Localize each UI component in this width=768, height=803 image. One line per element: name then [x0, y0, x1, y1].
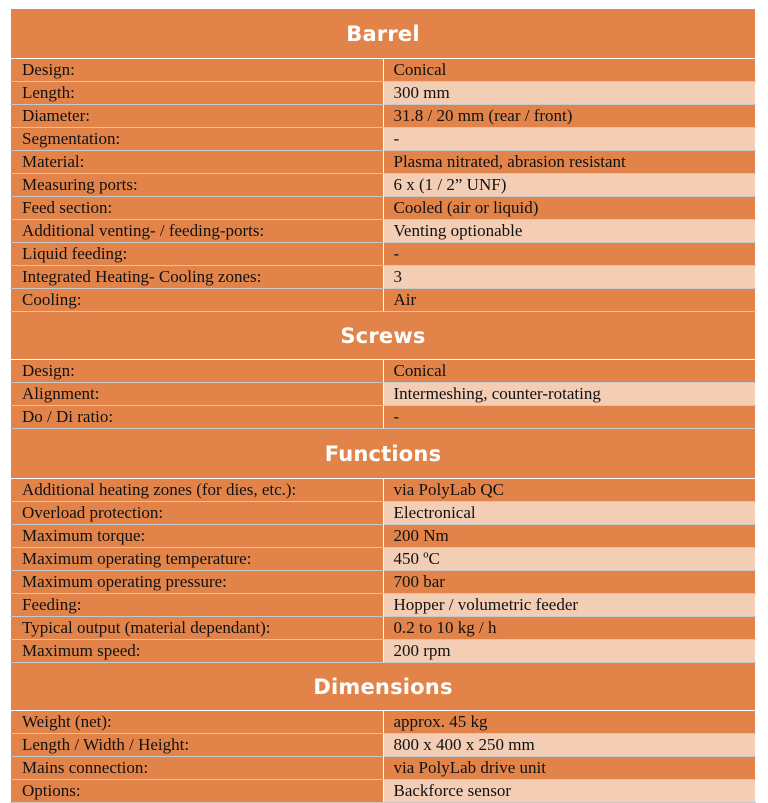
spec-value: Plasma nitrated, abrasion resistant	[383, 151, 756, 174]
spec-row	[11, 617, 756, 640]
spec-value: Air	[383, 289, 756, 312]
section-header	[11, 663, 756, 711]
spec-value: Intermeshing, counter-rotating	[383, 383, 756, 406]
spec-value: 3	[383, 266, 756, 289]
spec-label: Design:	[11, 360, 384, 383]
spec-table-body	[11, 9, 756, 803]
section-title: Functions	[11, 429, 756, 479]
spec-label: Cooling:	[11, 289, 384, 312]
spec-row	[11, 780, 756, 803]
spec-label: Additional heating zones (for dies, etc.):	[11, 479, 384, 502]
spec-label: Maximum torque:	[11, 525, 384, 548]
spec-label: Do / Di ratio:	[11, 406, 384, 429]
spec-value: 0.2 to 10 kg / h	[383, 617, 756, 640]
spec-value: 300 mm	[383, 82, 756, 105]
spec-table	[10, 8, 756, 803]
section-title: Barrel	[11, 9, 756, 59]
spec-value: Conical	[383, 360, 756, 383]
spec-value: 800 x 400 x 250 mm	[383, 734, 756, 757]
spec-row	[11, 594, 756, 617]
spec-row	[11, 105, 756, 128]
spec-label: Feeding:	[11, 594, 384, 617]
spec-label: Overload protection:	[11, 502, 384, 525]
spec-value: 700 bar	[383, 571, 756, 594]
spec-row	[11, 128, 756, 151]
spec-label: Mains connection:	[11, 757, 384, 780]
spec-label: Length / Width / Height:	[11, 734, 384, 757]
spec-value: 200 Nm	[383, 525, 756, 548]
spec-value: 31.8 / 20 mm (rear / front)	[383, 105, 756, 128]
section-header	[11, 312, 756, 360]
section-title: Dimensions	[11, 663, 756, 711]
spec-label: Typical output (material dependant):	[11, 617, 384, 640]
spec-label: Options:	[11, 780, 384, 803]
spec-label: Maximum operating pressure:	[11, 571, 384, 594]
spec-row	[11, 525, 756, 548]
section-header	[11, 9, 756, 59]
spec-label: Maximum speed:	[11, 640, 384, 663]
spec-value: Hopper / volumetric feeder	[383, 594, 756, 617]
spec-value: Electronical	[383, 502, 756, 525]
spec-row	[11, 243, 756, 266]
spec-label: Weight (net):	[11, 711, 384, 734]
spec-label: Design:	[11, 59, 384, 82]
spec-value: Conical	[383, 59, 756, 82]
spec-label: Maximum operating temperature:	[11, 548, 384, 571]
spec-label: Additional venting- / feeding-ports:	[11, 220, 384, 243]
spec-label: Measuring ports:	[11, 174, 384, 197]
spec-row	[11, 571, 756, 594]
spec-label: Alignment:	[11, 383, 384, 406]
spec-value: Backforce sensor	[383, 780, 756, 803]
spec-value: 200 rpm	[383, 640, 756, 663]
spec-label: Segmentation:	[11, 128, 384, 151]
spec-label: Feed section:	[11, 197, 384, 220]
spec-row	[11, 406, 756, 429]
spec-row	[11, 502, 756, 525]
spec-row	[11, 640, 756, 663]
spec-row	[11, 360, 756, 383]
spec-value: -	[383, 128, 756, 151]
section-header	[11, 429, 756, 479]
spec-row	[11, 383, 756, 406]
spec-label: Integrated Heating- Cooling zones:	[11, 266, 384, 289]
spec-label: Liquid feeding:	[11, 243, 384, 266]
spec-value: -	[383, 406, 756, 429]
spec-value: approx. 45 kg	[383, 711, 756, 734]
spec-value: 6 x (1 / 2” UNF)	[383, 174, 756, 197]
spec-row	[11, 174, 756, 197]
spec-row	[11, 197, 756, 220]
spec-row	[11, 82, 756, 105]
spec-row	[11, 220, 756, 243]
spec-value: Cooled (air or liquid)	[383, 197, 756, 220]
spec-value: Venting optionable	[383, 220, 756, 243]
spec-row	[11, 151, 756, 174]
spec-label: Material:	[11, 151, 384, 174]
spec-label: Diameter:	[11, 105, 384, 128]
spec-value: 450 ºC	[383, 548, 756, 571]
spec-value: via PolyLab QC	[383, 479, 756, 502]
spec-value: via PolyLab drive unit	[383, 757, 756, 780]
spec-row	[11, 266, 756, 289]
spec-row	[11, 548, 756, 571]
spec-row	[11, 757, 756, 780]
spec-value: -	[383, 243, 756, 266]
spec-row	[11, 479, 756, 502]
spec-row	[11, 289, 756, 312]
section-title: Screws	[11, 312, 756, 360]
spec-row	[11, 711, 756, 734]
spec-row	[11, 734, 756, 757]
spec-row	[11, 59, 756, 82]
spec-label: Length:	[11, 82, 384, 105]
